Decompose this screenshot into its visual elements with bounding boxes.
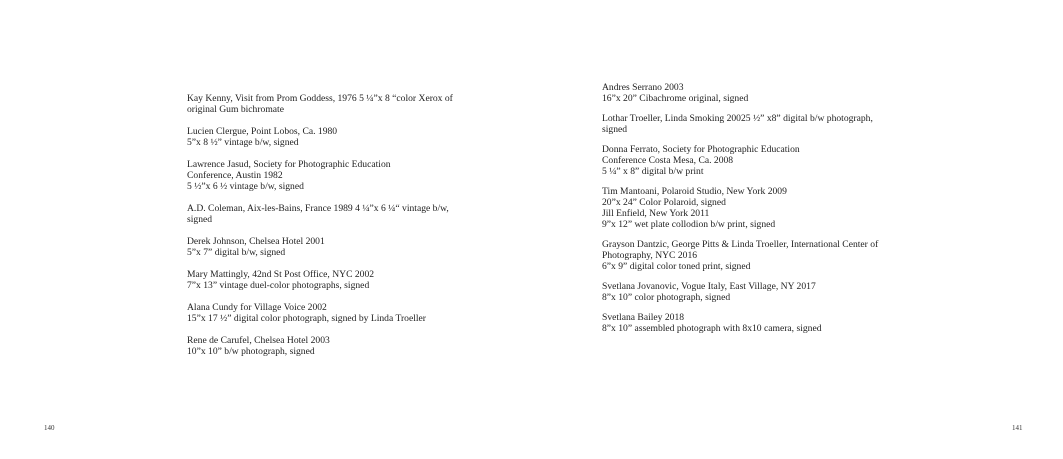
- caption-line: 5”x 8 ½” vintage b/w, signed: [187, 137, 299, 148]
- caption-entry: [602, 144, 902, 177]
- caption-line: 5”x 7” digital b/w, signed: [187, 247, 286, 258]
- caption-line: Andres Serrano 2003: [602, 82, 684, 93]
- caption-line: 5 ½”x 6 ½ vintage b/w, signed: [187, 181, 304, 192]
- caption-entry: [602, 113, 902, 135]
- caption-line: 10”x 10” b/w photograph, signed: [187, 346, 315, 357]
- caption-line: signed: [602, 124, 628, 135]
- caption-entry: [187, 93, 487, 115]
- caption-entry: [187, 269, 487, 291]
- right-page-column: [602, 82, 902, 343]
- caption-entry: [602, 312, 902, 334]
- caption-line: 8”x 10” assembled photograph with 8x10 camera, signed: [602, 323, 822, 334]
- caption-line: 15”x 17 ½” digital color photograph, signed by Linda Troeller: [187, 313, 427, 324]
- caption-line: 8”x 10” color photograph, signed: [602, 292, 731, 303]
- caption-line: A.D. Coleman, Aix-les-Bains, France 1989 4 ¼”x 6 ¼“ vintage b/w,: [187, 203, 449, 214]
- caption-line: Tim Mantoani, Polaroid Studio, New York 2009: [602, 186, 787, 197]
- caption-line: 16”x 20” Cibachrome original, signed: [602, 93, 749, 104]
- caption-entry: [602, 186, 902, 230]
- caption-line: Derek Johnson, Chelsea Hotel 2001: [187, 236, 325, 247]
- caption-line: 7”x 13” vintage duel-color photographs, signed: [187, 280, 370, 291]
- caption-entry: [602, 239, 902, 272]
- caption-line: Lucien Clergue, Point Lobos, Ca. 1980: [187, 126, 338, 137]
- caption-entry: [187, 236, 487, 258]
- caption-line: Photography, NYC 2016: [602, 250, 698, 261]
- caption-line: Rene de Carufel, Chelsea Hotel 2003: [187, 335, 330, 346]
- left-page: [0, 0, 531, 459]
- caption-line: Conference, Austin 1982: [187, 170, 283, 181]
- caption-entry: [187, 302, 487, 324]
- caption-entry: [187, 159, 487, 192]
- caption-line: Grayson Dantzic, George Pitts & Linda Troeller, International Center of: [602, 239, 879, 250]
- caption-line: original Gum bichromate: [187, 104, 284, 115]
- caption-line: Donna Ferrato, Society for Photographic Education: [602, 144, 800, 155]
- caption-line: Lothar Troeller, Linda Smoking 20025 ½” x8” digital b/w photograph,: [602, 113, 873, 124]
- caption-entry: [187, 335, 487, 357]
- caption-line: Alana Cundy for Village Voice 2002: [187, 302, 327, 313]
- page-number: 140: [44, 424, 55, 432]
- caption-entry: [187, 203, 487, 225]
- caption-entry: [187, 126, 487, 148]
- caption-line: Svetlana Bailey 2018: [602, 312, 685, 323]
- caption-line: Jill Enfield, New York 2011: [602, 208, 710, 219]
- caption-line: 20”x 24” Color Polaroid, signed: [602, 197, 726, 208]
- caption-line: Conference Costa Mesa, Ca. 2008: [602, 155, 734, 166]
- caption-line: Kay Kenny, Visit from Prom Goddess, 1976 5 ¼”x 8 “color Xerox of: [187, 93, 453, 104]
- caption-line: Mary Mattingly, 42nd St Post Office, NYC 2002: [187, 269, 375, 280]
- caption-line: 6”x 9” digital color toned print, signed: [602, 261, 751, 272]
- caption-entry: [602, 281, 902, 303]
- caption-line: 9”x 12” wet plate collodion b/w print, signed: [602, 219, 776, 230]
- left-page-column: [187, 93, 487, 368]
- page-number: 141: [1012, 424, 1023, 432]
- caption-line: Svetlana Jovanovic, Vogue Italy, East Village, NY 2017: [602, 281, 816, 292]
- caption-line: signed: [187, 214, 213, 225]
- right-page: [531, 0, 1063, 459]
- caption-entry: [602, 82, 902, 104]
- caption-line: 5 ¼” x 8” digital b/w print: [602, 166, 704, 177]
- caption-line: Lawrence Jasud, Society for Photographic Education: [187, 159, 391, 170]
